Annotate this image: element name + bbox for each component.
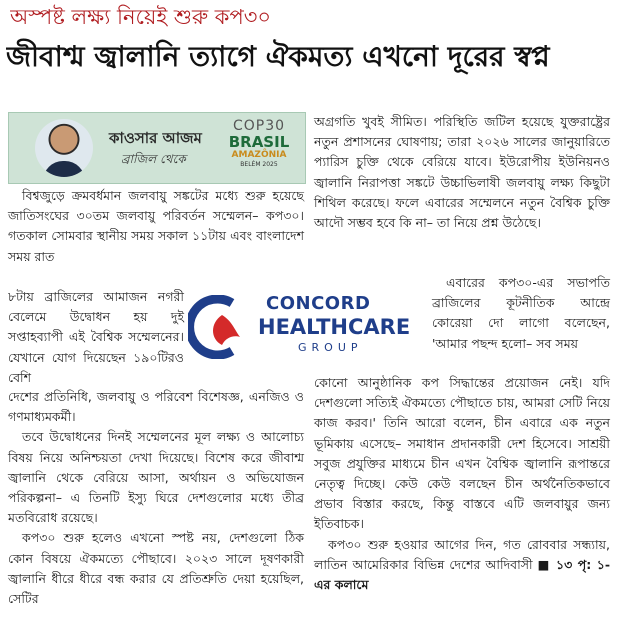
right-paragraph-1: অগ্রগতি খুবই সীমিত। পরিস্থিতি জটিল হয়েছে যুক্তরাষ্ট্রের নতুন প্রশাসনের ঘোষণায়; তারা ২০২৬ সালের জানুয়ারিতে প্যারিস চুক্তি থেকে বেরিয়ে যাবে। ইউরোপীয় ইউনিয়নও জ্বালানি নিরাপত্তা সঙ্কটে উচ্চাভিলাষী জলবায়ু লক্ষ্য কিছুটা শিথিল করেছে। ফলে এবারের সম্মেলনে নতুন বৈশ্বিক চুক্তি আদৌ সম্ভব হবে কি না– তা নিয়ে প্রশ্ন উঠেছে। <box>314 114 610 231</box>
right-column-top <box>314 112 610 233</box>
ad-brand-line2: HEALTHCARE <box>258 315 411 339</box>
right-paragraph-2-narrow: এবারের কপ৩০-এর সভাপতি ব্রাজিলের কূটনীতিক আন্দ্রে কোরেয়া দো লাগো বলেছেন, 'আমার পছন্দ হলো– সব সময় <box>432 275 610 351</box>
cop30-logo-line2: BRASIL <box>228 133 290 151</box>
reporter-name: কাওসার আজম <box>109 129 202 147</box>
right-column-bottom <box>314 373 610 595</box>
ad-brand-line1: CONCORD <box>266 293 371 314</box>
right-paragraph-3 <box>314 535 610 596</box>
left-paragraph-3: কপ৩০ শুরু হলেও এখনো স্পষ্ট নয়, দেশগুলো ঠিক কোন বিষয়ে ঐকমত্যে পৌছাবে। ২০২৩ সালে দূষণকারী জ্বালানি ধীরে ধীরে বন্ধ করার যে প্রতিশ্রুতি দেয়া হয়েছিল, সেটির <box>8 530 304 607</box>
left-paragraph-2: তবে উদ্বোধনের দিনই সম্মেলনের মূল লক্ষ্য ও আলোচ্য বিষয় নিয়ে অনিশ্চয়তা দেখা দিয়েছে। বিশেষ করে জীবাশ্ম জ্বালানি থেকে বেরিয়ে আসা, অর্থায়ন ও অভিযোজন পরিকল্পনা– এ তিনটি ইস্যু ঘিরে দেশগুলোর মধ্যে তীব্র মতবিরোধ রয়েছে। <box>8 429 304 526</box>
left-paragraph-1-narrow: ৮টায় ব্রাজিলের আমাজন নগরী বেলেমে উদ্বোধন হয় দুই সপ্তাহব্যাপী এই বৈশ্বিক সম্মেলনের। যেখানে যোগ দিয়েছেন ১৯০টিরও বেশি <box>8 289 184 385</box>
ad-brand-line3: GROUP <box>298 341 363 354</box>
concord-healthcare-ad[interactable] <box>188 287 428 369</box>
left-paragraph-1-bottom: দেশের প্রতিনিধি, জলবায়ু ও পরিবেশ বিশেষজ্ঞ, এনজিও ও গণমাধ্যমকর্মী। <box>8 389 304 425</box>
continued-jump-link[interactable]: ■ ১৩ পৃ: ১-এর কলামে <box>314 556 611 593</box>
article-kicker: অস্পষ্ট লক্ষ্য নিয়েই শুরু কপ৩০ <box>10 5 272 29</box>
concord-logo-icon <box>188 295 252 359</box>
left-column-narrow <box>8 287 184 388</box>
right-paragraph-3-text: কপ৩০ শুরু হওয়ার আগের দিন, গত রোববার সন্ধ্যায়, লাতিন আমেরিকার বিভিন্ন দেশের আদিবাসী <box>314 536 610 572</box>
left-paragraph-1-top: বিশ্বজুড়ে ক্রমবর্ধমান জলবায়ু সঙ্কটের মধ্যে শুরু হয়েছে জাতিসংঘের ৩০তম জলবায়ু পরিবর্তন সম্মেলন– কপ৩০। গতকাল সোমবার স্থানীয় সময় সকাল ১১টায় এবং বাংলাদেশ সময় রাত <box>8 188 304 264</box>
left-column-bottom <box>8 387 304 609</box>
reporter-location: ব্রাজিল থেকে <box>121 152 186 166</box>
cop30-logo-line1: COP30 <box>232 118 286 134</box>
right-column-narrow <box>432 273 610 354</box>
left-column-top <box>8 186 304 267</box>
cop30-logo-line3: AMAZÔNIA <box>231 150 287 160</box>
cop30-logo <box>223 119 295 177</box>
cop30-logo-line4: BELÉM 2025 <box>240 161 278 168</box>
reporter-photo <box>35 119 93 177</box>
right-paragraph-2-bottom: কোনো আনুষ্ঠানিক কপ সিদ্ধান্তের প্রয়োজন নেই। যদি দেশগুলো সত্যিই ঐকমত্যে পৌছাতে চায়, আমরা সেটি নিয়ে কাজ করব।' তিনি আরো বলেন, চীন এবারে এক নতুন ভূমিকায় এসেছে– সমাধান প্রদানকারী দেশ হিসেবে। সাশ্রয়ী সবুজ প্রযুক্তির মাধ্যমে চীন এখন বৈশ্বিক জ্বালানি রূপান্তরে নেতৃত্ব দিচ্ছে। কেউ কেউ বলছেন চীন অর্থনৈতিকভাবে প্রভাব বিস্তার করছে, কিন্তু বাস্তবে এটি জলবায়ুর জন্য ইতিবাচক। <box>314 375 610 532</box>
article-headline: জীবাশ্ম জ্বালানি ত্যাগে ঐকমত্য এখনো দূরের স্বপ্ন <box>6 40 550 73</box>
byline-box <box>8 112 306 184</box>
